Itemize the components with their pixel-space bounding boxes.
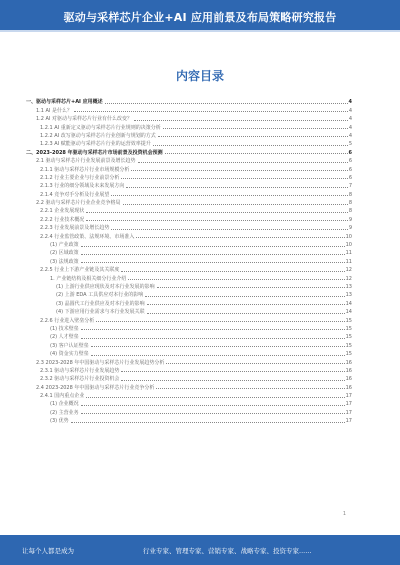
dot-leader <box>153 145 348 146</box>
toc-entry[interactable] <box>26 198 352 206</box>
dot-leader <box>134 120 348 121</box>
header-divider <box>0 30 400 32</box>
dot-leader <box>81 262 345 263</box>
toc-entry-page: 16 <box>345 376 352 383</box>
dot-leader <box>121 380 344 381</box>
toc-entry-page: 8 <box>348 208 352 215</box>
toc-entry[interactable] <box>26 214 352 222</box>
toc-entry-title: 2.1.2 行业主要企业与行业前景分析 <box>40 174 120 181</box>
toc-entry-title: 2.2.5 行业上下游产业链及其关联度 <box>40 267 120 274</box>
toc-entry-title: 2.1.4 竞争对手分析及行业展望 <box>40 191 110 198</box>
toc-entry[interactable] <box>26 105 352 113</box>
toc-entry-title: 一、驱动与采样芯片+AI 应用概述 <box>26 99 103 106</box>
toc-entry-title: 2.4 2023-2028 年中国驱动与采样芯片行业竞争分析 <box>36 384 155 391</box>
dot-leader <box>96 321 344 322</box>
toc-entry-page: 6 <box>348 174 352 181</box>
toc-entry-title: (2) 区域政策 <box>50 250 79 257</box>
toc-entry[interactable] <box>26 315 352 323</box>
dot-leader <box>131 170 347 171</box>
toc-entry-page: 10 <box>345 233 352 240</box>
toc-entry[interactable] <box>26 181 352 189</box>
toc-entry[interactable] <box>26 265 352 273</box>
table-of-contents <box>26 97 352 424</box>
toc-entry[interactable] <box>26 147 352 155</box>
toc-entry-page: 15 <box>345 334 352 341</box>
toc-entry[interactable] <box>26 139 352 147</box>
toc-entry-page: 9 <box>348 216 352 223</box>
toc-entry-title: 2.3 2023-2028 年中国驱动与采样芯片行业发展趋势分析 <box>36 359 165 366</box>
dot-leader <box>81 413 345 414</box>
toc-entry-title: (1) 上游行业供应现状及对本行业发展的影响 <box>56 283 155 290</box>
dot-leader <box>145 296 344 297</box>
dot-leader <box>111 229 347 230</box>
toc-entry[interactable] <box>26 164 352 172</box>
dot-leader <box>147 313 345 314</box>
toc-entry-page: 16 <box>345 367 352 374</box>
toc-entry-page: 4 <box>348 124 352 131</box>
toc-entry-page: 9 <box>348 225 352 232</box>
toc-entry-title: 2.1.1 驱动与采样芯片行业市场规模分析 <box>40 166 130 173</box>
toc-entry-title: 2.3.2 驱动与采样芯片行业投资机会 <box>40 376 120 383</box>
page-number: 1 <box>342 511 346 517</box>
toc-entry-page: 4 <box>348 116 352 123</box>
toc-entry-title: (3) 优势 <box>50 418 69 425</box>
toc-entry[interactable] <box>26 173 352 181</box>
toc-entry-page: 11 <box>345 258 352 265</box>
dot-leader <box>86 220 348 221</box>
toc-entry-title: 2.2.1 企业发展现状 <box>40 208 85 215</box>
toc-entry[interactable] <box>26 189 352 197</box>
toc-entry-title: (1) 技术壁垒 <box>50 325 79 332</box>
toc-entry-page: 5 <box>348 141 352 148</box>
toc-entry-title: 1.1 AI 是什么？ <box>36 107 73 114</box>
toc-entry[interactable] <box>26 282 352 290</box>
toc-entry-page: 13 <box>345 283 352 290</box>
dot-leader <box>156 388 344 389</box>
toc-entry-title: 2.1.3 行业的细分领域及未来发展方向 <box>40 183 125 190</box>
toc-entry[interactable] <box>26 324 352 332</box>
toc-entry-title: 2.2.3 行业发展前景及增长趋势 <box>40 225 110 232</box>
toc-entry-title: (2) 上游 EDA 工具供应对本行业的影响 <box>56 292 144 299</box>
toc-entry[interactable] <box>26 366 352 374</box>
toc-entry-title: (1) 企业概况 <box>50 401 79 408</box>
toc-entry[interactable] <box>26 240 352 248</box>
toc-entry-title: 2.2.4 行业监管政策、法规环境、市场准入 <box>40 233 135 240</box>
dot-leader <box>163 128 348 129</box>
toc-entry-title: 2.2.2 行业技术概况 <box>40 216 85 223</box>
footer-experts: 行业专家、管理专家、营销专家、战略专家、投资专家...... <box>143 547 312 555</box>
toc-entry-title: 1.2.1 AI 重新定义驱动与采样芯片行业规则的决策分析 <box>40 124 161 131</box>
dot-leader <box>81 246 345 247</box>
toc-entry-page: 15 <box>345 342 352 349</box>
toc-entry-page: 17 <box>345 393 352 400</box>
toc-entry[interactable] <box>26 256 352 264</box>
toc-entry-page: 8 <box>348 200 352 207</box>
toc-entry-title: 2.1 驱动与采样芯片行业发展前景及增长趋势 <box>36 158 136 165</box>
dot-leader <box>123 204 348 205</box>
toc-entry[interactable] <box>26 391 352 399</box>
toc-entry[interactable] <box>26 97 352 105</box>
dot-leader <box>86 397 344 398</box>
toc-entry-page: 16 <box>345 384 352 391</box>
toc-entry-title: 1.2.2 AI 改写驱动与采样芯片行业创新与规划的方式 <box>40 132 156 139</box>
header-bar <box>0 0 400 30</box>
toc-entry-page: 4 <box>348 132 352 139</box>
toc-entry[interactable] <box>26 131 352 139</box>
toc-entry-page: 6 <box>348 158 352 165</box>
dot-leader <box>71 422 345 423</box>
dot-leader <box>81 338 345 339</box>
dot-leader <box>91 355 345 356</box>
toc-entry-page: 12 <box>345 267 352 274</box>
footer-bar <box>0 535 400 565</box>
toc-entry-title: (4) 下游应用行业需求与本行业发展关联 <box>56 309 145 316</box>
toc-heading: 内容目录 <box>175 69 224 83</box>
toc-entry-page: 17 <box>345 409 352 416</box>
toc-entry-page: 4 <box>348 107 352 114</box>
dot-leader <box>105 103 348 104</box>
toc-entry-title: 1. 产业链结构及相关细分行业介绍 <box>50 275 127 282</box>
toc-entry-page: 15 <box>345 325 352 332</box>
toc-entry-title: 二、2023-2028 年驱动与采样芯片市场前景及投资机会预测 <box>26 149 163 156</box>
toc-entry[interactable] <box>26 223 352 231</box>
toc-entry-title: 2.3.1 驱动与采样芯片行业发展趋势 <box>40 367 120 374</box>
toc-entry-title: (4) 资金实力壁垒 <box>50 351 89 358</box>
footer-slogan: 让每个人都是成为 <box>22 547 74 555</box>
toc-entry[interactable] <box>26 332 352 340</box>
dot-leader <box>138 162 348 163</box>
dot-leader <box>86 212 348 213</box>
dot-leader <box>111 195 347 196</box>
toc-entry[interactable] <box>26 248 352 256</box>
toc-entry[interactable] <box>26 114 352 122</box>
dot-leader <box>157 287 345 288</box>
toc-entry-title: (3) 法规政策 <box>50 258 79 265</box>
toc-entry-page: 14 <box>345 300 352 307</box>
toc-entry-page: 7 <box>348 183 352 190</box>
dot-leader <box>81 329 345 330</box>
dot-leader <box>121 371 344 372</box>
toc-entry-page: 14 <box>345 309 352 316</box>
toc-entry-page: 13 <box>345 292 352 299</box>
toc-entry-page: 16 <box>345 359 352 366</box>
toc-entry-title: (2) 主营业务 <box>50 409 79 416</box>
dot-leader <box>166 363 344 364</box>
toc-entry-page: 4 <box>348 99 352 106</box>
toc-entry-title: (1) 产业政策 <box>50 242 79 249</box>
toc-entry-title: 2.4.1 国内重点企业 <box>40 393 85 400</box>
dot-leader <box>126 187 347 188</box>
toc-entry[interactable] <box>26 374 352 382</box>
dot-leader <box>165 153 348 154</box>
toc-entry-page: 11 <box>345 250 352 257</box>
dot-leader <box>81 405 345 406</box>
report-title: 驱动与采样芯片企业+AI 应用前景及布局策略研究报告 <box>63 11 337 24</box>
toc-entry-title: 1.2 AI 对驱动与采样芯片行业有什么改变？ <box>36 116 133 123</box>
toc-entry[interactable] <box>26 357 352 365</box>
toc-entry-page: 6 <box>348 166 352 173</box>
toc-entry-title: 1.2.3 AI 赋能驱动与采样芯片行业的运营效率提升 <box>40 141 151 148</box>
toc-entry[interactable] <box>26 298 352 306</box>
toc-entry[interactable] <box>26 349 352 357</box>
dot-leader <box>158 136 348 137</box>
toc-entry[interactable] <box>26 290 352 298</box>
toc-entry-page: 15 <box>345 317 352 324</box>
toc-entry[interactable] <box>26 340 352 348</box>
toc-entry[interactable] <box>26 273 352 281</box>
dot-leader <box>147 304 345 305</box>
toc-entry-page: 12 <box>345 275 352 282</box>
toc-entry[interactable] <box>26 231 352 239</box>
dot-leader <box>74 111 348 112</box>
toc-entry-page: 17 <box>345 418 352 425</box>
toc-entry-page: 8 <box>348 191 352 198</box>
toc-entry-page: 10 <box>345 242 352 249</box>
dot-leader <box>121 178 347 179</box>
dot-leader <box>81 254 345 255</box>
toc-entry-title: (3) 客户认证壁垒 <box>50 342 89 349</box>
toc-entry-title: 2.2 驱动与采样芯片行业企业竞争格局 <box>36 200 121 207</box>
toc-entry[interactable] <box>26 416 352 424</box>
toc-entry-title: 2.2.6 行业进入壁垒分析 <box>40 317 95 324</box>
toc-entry[interactable] <box>26 399 352 407</box>
toc-entry[interactable] <box>26 382 352 390</box>
toc-entry-title: (3) 晶圆代工行业供应及对本行业的影响 <box>56 300 145 307</box>
toc-entry[interactable] <box>26 122 352 130</box>
toc-entry-page: 17 <box>345 401 352 408</box>
toc-entry-title: (2) 人才壁垒 <box>50 334 79 341</box>
dot-leader <box>121 271 344 272</box>
dot-leader <box>136 237 344 238</box>
toc-entry-page: 6 <box>348 149 352 156</box>
toc-entry[interactable] <box>26 156 352 164</box>
toc-entry-page: 15 <box>345 351 352 358</box>
toc-entry[interactable] <box>26 206 352 214</box>
dot-leader <box>91 346 345 347</box>
toc-entry[interactable] <box>26 407 352 415</box>
dot-leader <box>128 279 344 280</box>
toc-entry[interactable] <box>26 307 352 315</box>
